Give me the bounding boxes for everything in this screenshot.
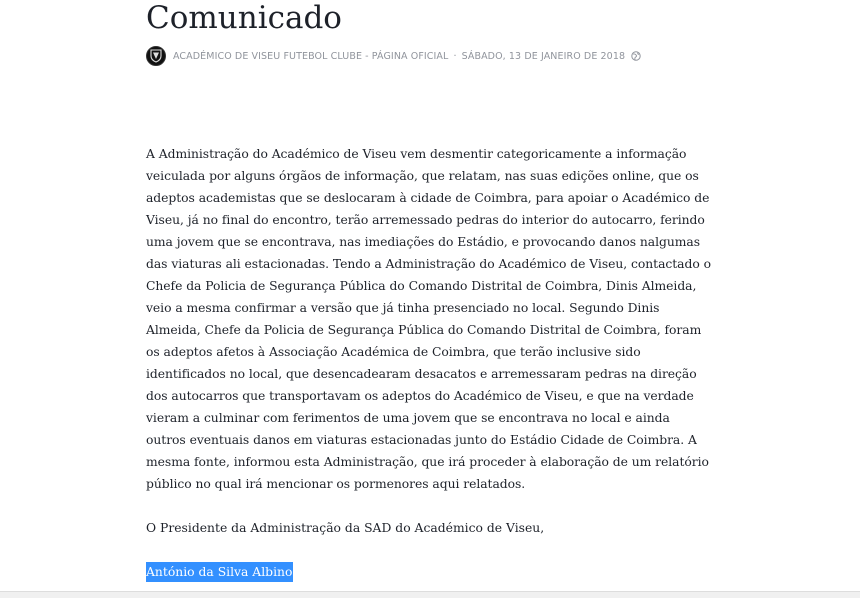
byline-separator: · <box>453 50 457 62</box>
article-paragraph: A Administração do Académico de Viseu vem desmentir categoricamente a informação veiculada por alguns órgãos de informação, que relatam, nas suas edições online, que os adeptos academistas que se deslocaram à cidade de Coimbra, para apoiar o Académico de Viseu, já no final do encontro, terão arremessado pedras do interior do autocarro, ferindo uma jovem que se encontrava, nas imediações do Estádio, e provocando danos nalgumas das viaturas ali estacionadas. Tendo a Administração do Académico de Viseu, contactado o Chefe da Policia de Segurança Pública do Comando Distrital de Coimbra, Dinis Almeida, veio a mesma confirmar a versão que já tinha presenciado no local. Segundo Dinis Almeida, Chefe da Policia de Segurança Pública do Comando Distrital de Coimbra, foram os adeptos afetos à Associação Académica de Coimbra, que terão inclusive sido identificados no local, que desencadearam desacatos e arremessaram pedras na direção dos autocarros que transportavam os adeptos do Académico de Viseu, e que na verdade vieram a culminar com ferimentos de uma jovem que se encontrava no local e ainda outros eventuais danos em viaturas estacionadas junto do Estádio Cidade de Coimbra. A mesma fonte, informou esta Administração, que irá proceder à elaboração de um relatório público no qual irá mencionar os pormenores aqui relatados. <box>146 147 711 491</box>
article-body <box>146 143 712 495</box>
window-bottom-edge <box>0 591 860 598</box>
club-crest-icon[interactable] <box>146 46 166 66</box>
signature-selected: António da Silva Albino <box>146 562 293 582</box>
closing-line: O Presidente da Administração da SAD do Académico de Viseu, <box>146 521 545 535</box>
globe-icon <box>631 51 641 61</box>
post-date[interactable]: SÁBADO, 13 DE JANEIRO DE 2018 <box>461 50 626 62</box>
byline <box>146 45 641 67</box>
author-link[interactable]: ACADÉMICO DE VISEU FUTEBOL CLUBE - PÁGINA OFICIAL <box>173 50 449 62</box>
page-title: Comunicado <box>146 0 342 36</box>
